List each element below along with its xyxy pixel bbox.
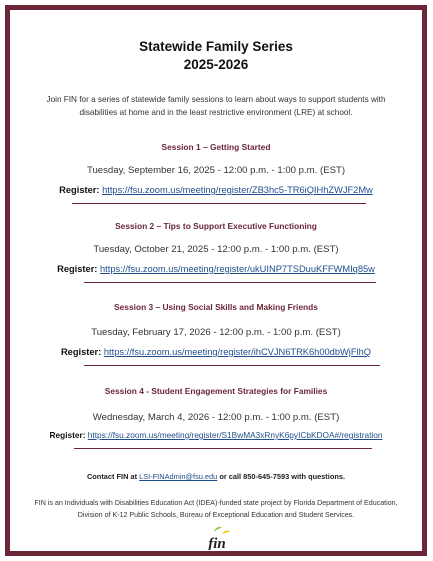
session-3-divider bbox=[84, 365, 380, 366]
session-4-register-link[interactable]: https://fsu.zoom.us/meeting/register/S1BwMA3xRnyK6pyICbKDOA#/registration bbox=[87, 430, 383, 440]
session-3-title: Session 3 – Using Social Skills and Making Friends bbox=[114, 302, 318, 312]
session-1-title: Session 1 – Getting Started bbox=[161, 142, 271, 152]
session-1-divider bbox=[72, 203, 366, 204]
register-label: Register: bbox=[60, 347, 102, 357]
session-2-register bbox=[10, 264, 422, 274]
logo-leaf-yellow bbox=[222, 531, 230, 534]
session-2-date: Tuesday, October 21, 2025 - 12:00 p.m. - 1:00 p.m. (EST) bbox=[93, 244, 339, 255]
session-1-date: Tuesday, September 16, 2025 - 12:00 p.m. - 1:00 p.m. (EST) bbox=[86, 165, 346, 176]
logo-text: fin bbox=[208, 536, 226, 550]
register-label: Register: bbox=[59, 185, 100, 195]
session-2-title: Session 2 – Tips to Support Executive Functioning bbox=[115, 221, 317, 231]
session-4-date: Wednesday, March 4, 2026 - 12:00 p.m. - 1:00 p.m. (EST) bbox=[92, 412, 340, 423]
footer-disclaimer: FIN is an Individuals with Disabilities Education Act (IDEA)-funded state project by Florida Department of Education, Division of K-12 Public Schools, Bureau of Exceptional Education and Student Services. bbox=[34, 499, 398, 519]
page-subtitle: 2025-2026 bbox=[183, 57, 249, 72]
contact-suffix: or call 850-645-7593 with questions. bbox=[219, 472, 346, 481]
session-4-title: Session 4 - Student Engagement Strategies for Families bbox=[104, 386, 328, 396]
session-4-register bbox=[10, 430, 422, 440]
session-1-register-link[interactable]: https://fsu.zoom.us/meeting/register/ZB3hc5-TR6iQIHhZWJF2Mw bbox=[102, 185, 373, 195]
intro-paragraph: Join FIN for a series of statewide family sessions to learn about ways to support students with disabilities at home and in the least restrictive environment (LRE) at school. bbox=[46, 95, 386, 117]
session-3-date: Tuesday, February 17, 2026 - 12:00 p.m. - 1:00 p.m. (EST) bbox=[91, 327, 341, 338]
register-label: Register: bbox=[49, 430, 86, 440]
session-2-register-link[interactable]: https://fsu.zoom.us/meeting/register/ukUINP7TSDuuKFFWMIq85w bbox=[100, 264, 375, 274]
logo-leaf-green bbox=[214, 527, 222, 532]
fin-logo bbox=[200, 526, 234, 550]
session-1-register bbox=[10, 185, 422, 195]
session-3-register-link[interactable]: https://fsu.zoom.us/meeting/register/ihCVJN6TRK6h00dbWjFlhQ bbox=[103, 347, 372, 357]
page-title: Statewide Family Series bbox=[139, 39, 293, 54]
contact-email-link[interactable]: LSI-FINAdmin@fsu.edu bbox=[139, 472, 218, 481]
session-3-register bbox=[10, 347, 422, 357]
session-4-divider bbox=[74, 448, 372, 449]
flyer-frame bbox=[5, 5, 427, 556]
session-2-divider bbox=[84, 282, 376, 283]
contact-line bbox=[10, 472, 422, 481]
contact-prefix: Contact FIN at bbox=[86, 472, 138, 481]
register-label: Register: bbox=[57, 264, 98, 274]
